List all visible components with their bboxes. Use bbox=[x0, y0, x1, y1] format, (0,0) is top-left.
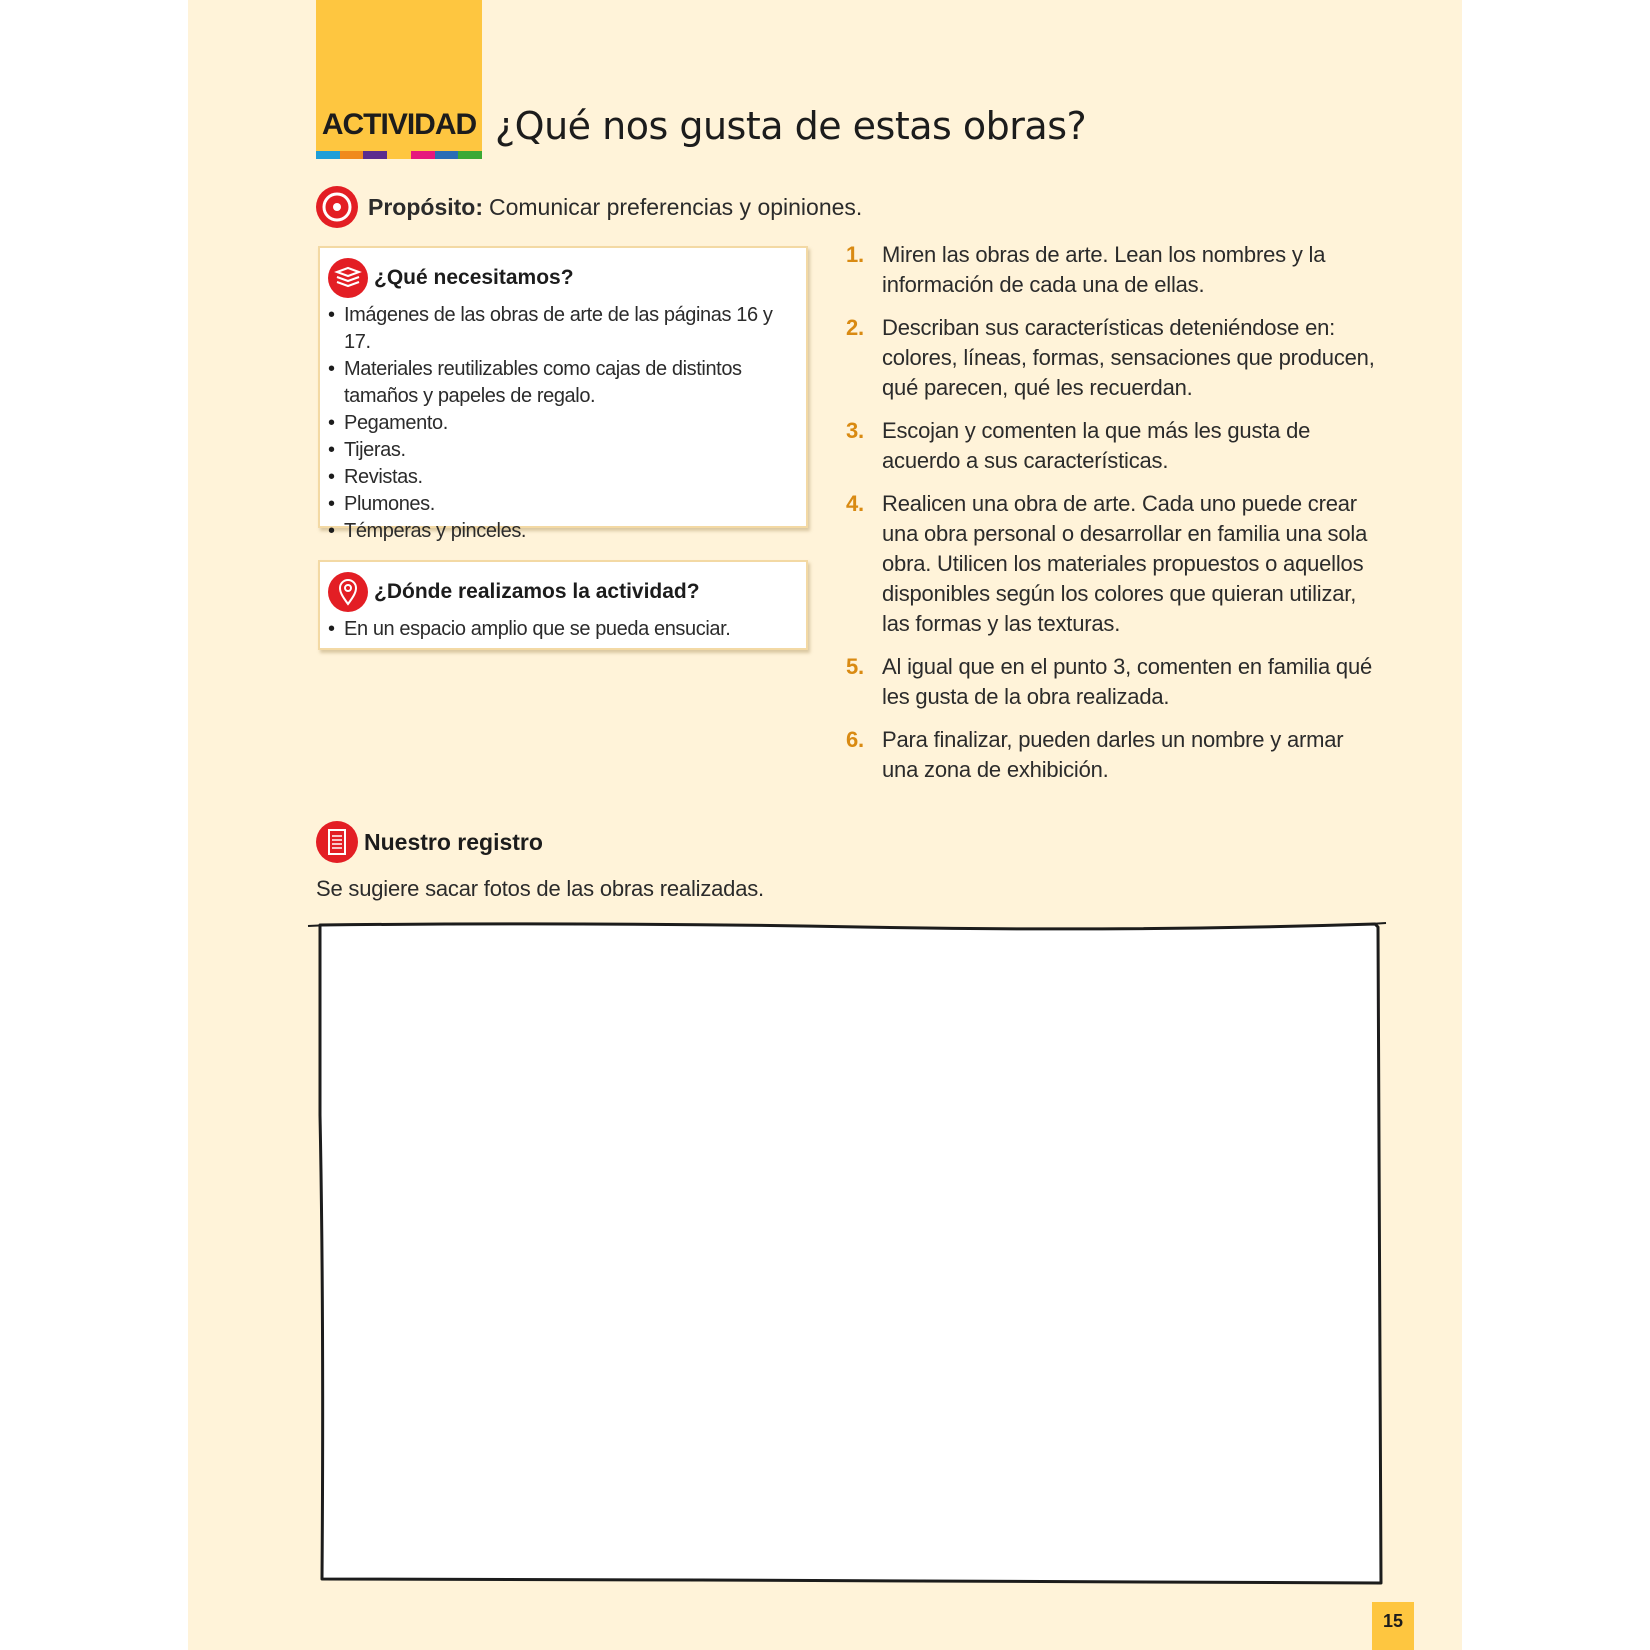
steps-list bbox=[846, 240, 1376, 798]
stripe-segment bbox=[458, 151, 482, 159]
list-item: • Témperas y pinceles. bbox=[328, 518, 796, 545]
page-title: ¿Qué nos gusta de estas obras? bbox=[495, 104, 1087, 148]
step-item bbox=[846, 313, 1376, 403]
list-item: • Revistas. bbox=[328, 464, 796, 491]
materials-title: ¿Qué necesitamos? bbox=[374, 266, 574, 289]
page-number: 15 bbox=[1372, 1602, 1414, 1650]
materials-list bbox=[328, 302, 796, 545]
step-number: 4. bbox=[846, 491, 864, 516]
step-item bbox=[846, 652, 1376, 712]
step-item bbox=[846, 416, 1376, 476]
purpose-label: Propósito: bbox=[368, 193, 483, 220]
step-text: Miren las obras de arte. Lean los nombres y la información de cada una de ellas. bbox=[882, 242, 1326, 297]
step-text: Describan sus características deteniéndose en: colores, líneas, formas, sensaciones que producen, qué parecen, qué les recuerdan. bbox=[882, 315, 1375, 400]
location-box bbox=[318, 560, 808, 650]
step-item bbox=[846, 725, 1376, 785]
location-title: ¿Dónde realizamos la actividad? bbox=[374, 580, 700, 603]
materials-header bbox=[328, 258, 796, 298]
location-header bbox=[328, 572, 796, 612]
step-number: 1. bbox=[846, 242, 864, 267]
stripe-segment bbox=[411, 151, 435, 159]
document-icon bbox=[316, 821, 358, 863]
purpose-line bbox=[316, 186, 862, 228]
stripe-segment bbox=[387, 151, 411, 159]
step-text: Escojan y comenten la que más les gusta de acuerdo a sus características. bbox=[882, 418, 1311, 473]
step-text: Para finalizar, pueden darles un nombre y armar una zona de exhibición. bbox=[882, 727, 1344, 782]
target-icon bbox=[316, 186, 358, 228]
activity-label: ACTIVIDAD bbox=[321, 108, 477, 141]
step-number: 6. bbox=[846, 727, 864, 752]
step-number: 5. bbox=[846, 654, 864, 679]
list-item: • Materiales reutilizables como cajas de distintos tamaños y papeles de regalo. bbox=[328, 356, 796, 410]
location-list bbox=[328, 616, 796, 643]
stripe-segment bbox=[316, 151, 340, 159]
stripe-segment bbox=[363, 151, 387, 159]
step-item bbox=[846, 489, 1376, 639]
step-item bbox=[846, 240, 1376, 300]
list-item: • Imágenes de las obras de arte de las páginas 16 y 17. bbox=[328, 302, 796, 356]
record-title: Nuestro registro bbox=[364, 828, 543, 855]
location-pin-icon bbox=[328, 572, 368, 612]
purpose-text: Comunicar preferencias y opiniones. bbox=[489, 193, 863, 220]
list-item: • En un espacio amplio que se pueda ensuciar. bbox=[328, 616, 796, 643]
list-item: • Pegamento. bbox=[328, 410, 796, 437]
step-number: 3. bbox=[846, 418, 864, 443]
step-text: Realicen una obra de arte. Cada uno puede crear una obra personal o desarrollar en familia una sola obra. Utilicen los materiales propuestos o aquellos disponibles según los colores que quieran utilizar, las formas y las texturas. bbox=[882, 491, 1368, 636]
materials-stack-icon bbox=[328, 258, 368, 298]
record-header bbox=[316, 821, 543, 863]
materials-box bbox=[318, 246, 808, 542]
stripe-segment bbox=[435, 151, 459, 159]
list-item: • Tijeras. bbox=[328, 437, 796, 464]
stripe-segment bbox=[340, 151, 364, 159]
activity-color-stripe bbox=[316, 151, 482, 159]
step-number: 2. bbox=[846, 315, 864, 340]
step-text: Al igual que en el punto 3, comenten en familia qué les gusta de la obra realizada. bbox=[882, 654, 1373, 709]
record-note: Se sugiere sacar fotos de las obras realizadas. bbox=[316, 876, 764, 901]
photo-frame bbox=[300, 915, 1390, 1595]
list-item: • Plumones. bbox=[328, 491, 796, 518]
